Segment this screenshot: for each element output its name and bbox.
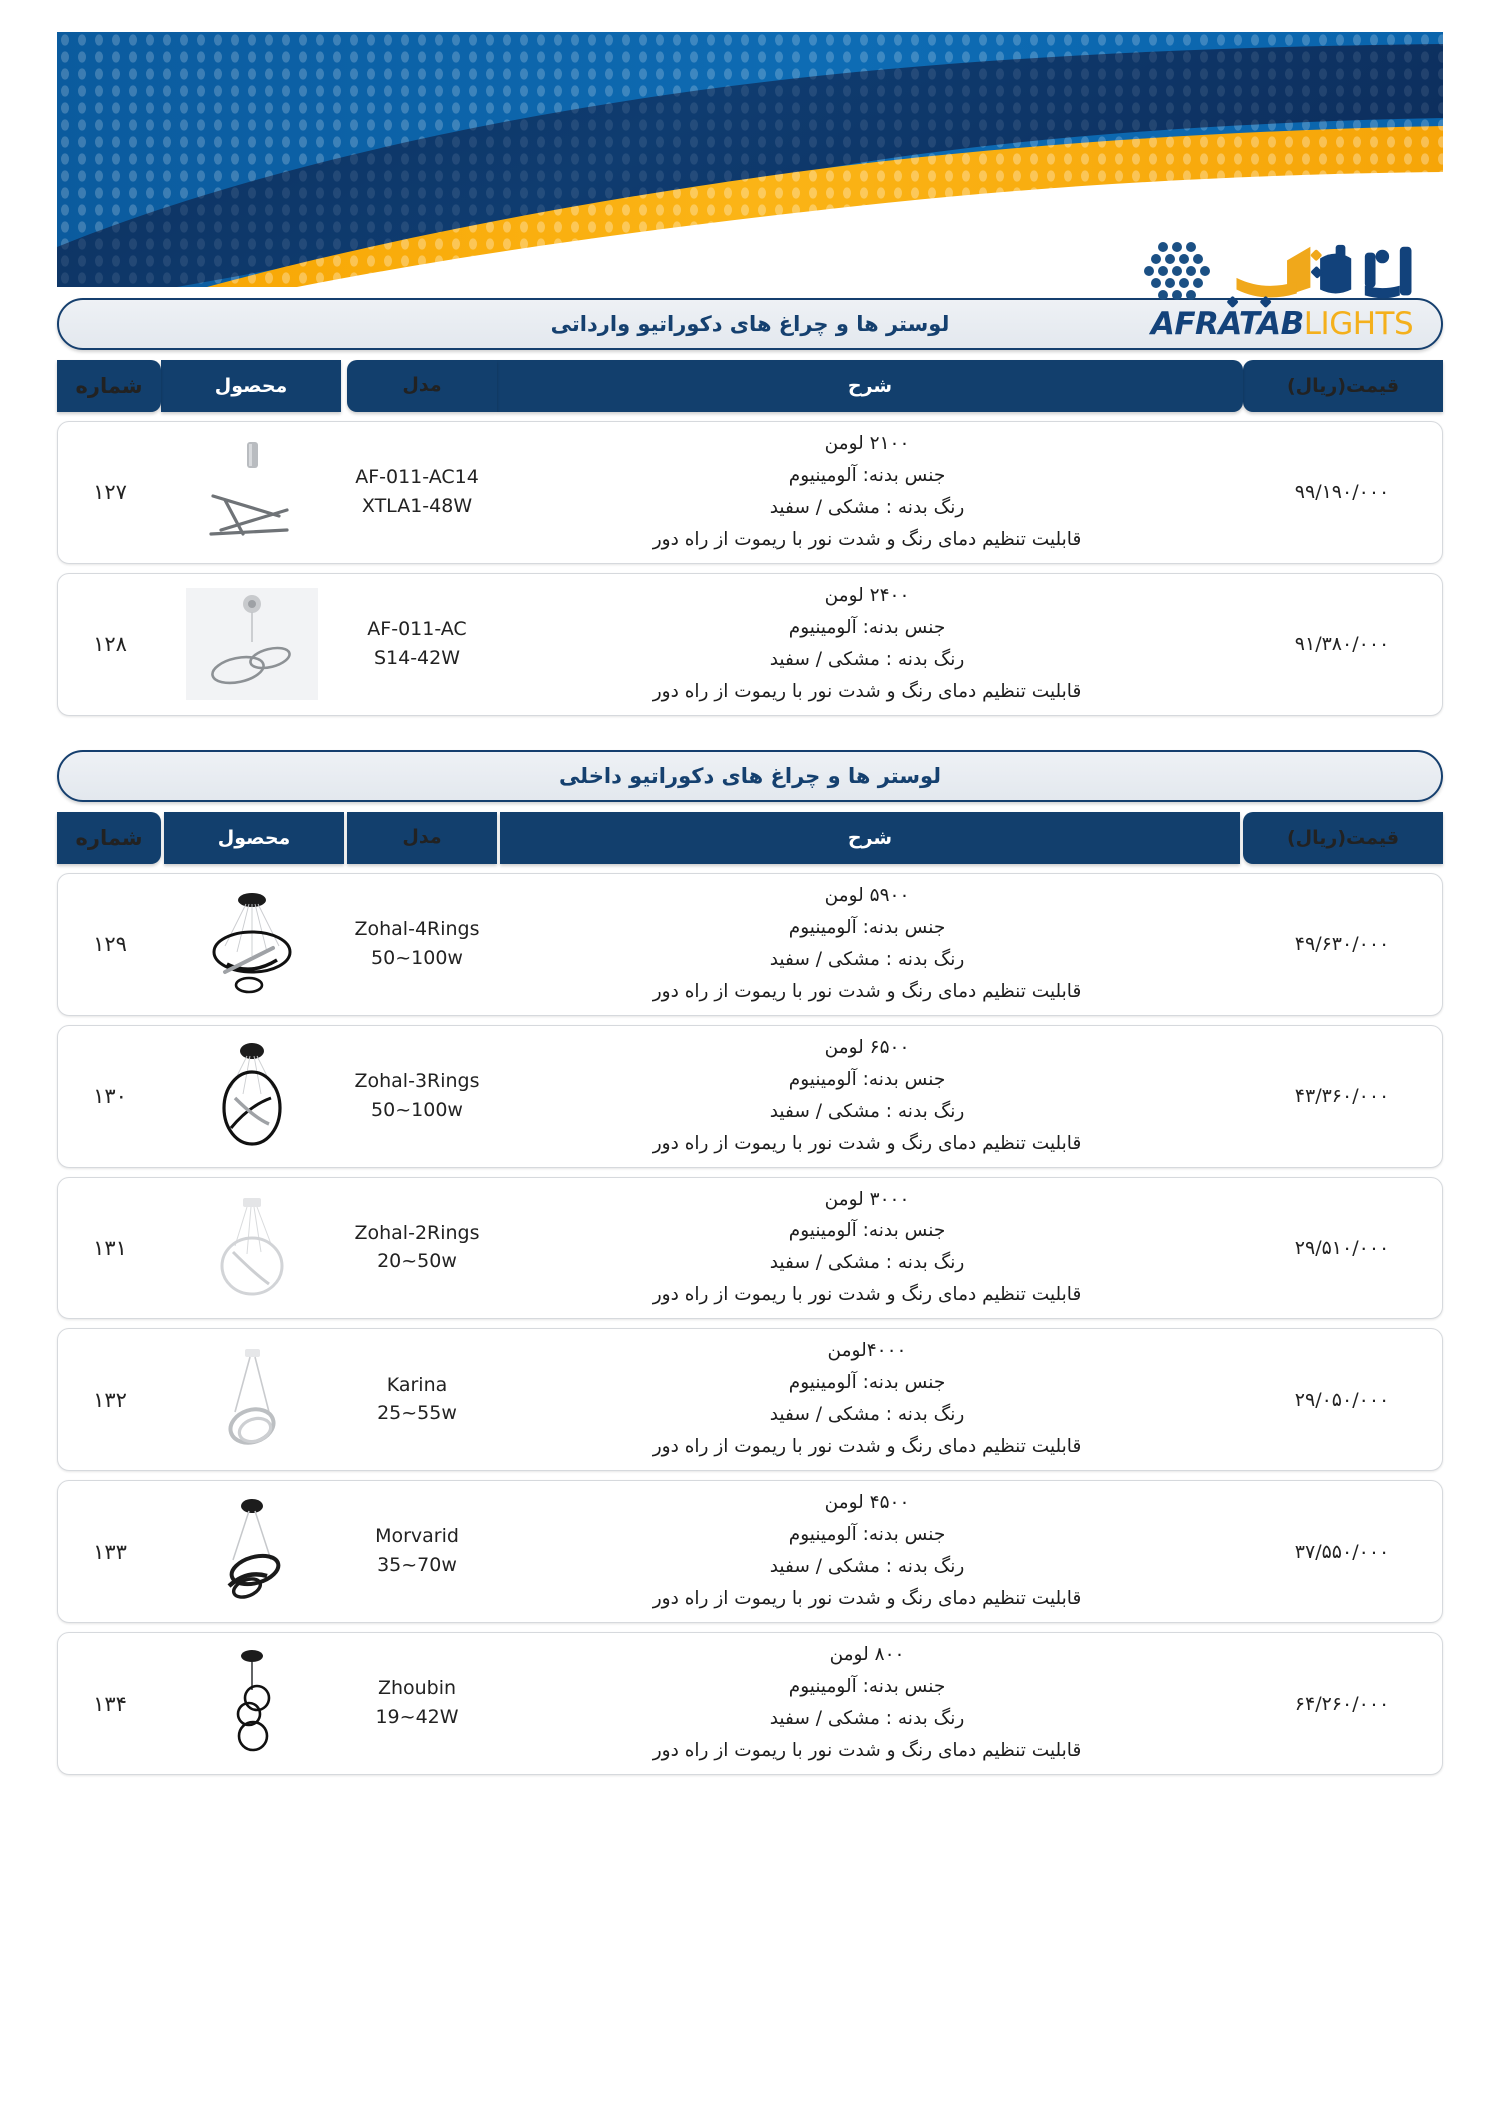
desc-lumen: ۴۰۰۰لومن — [827, 1340, 907, 1362]
pendant-4rings-icon — [191, 890, 313, 998]
desc-feature: قابلیت تنظیم دمای رنگ و شدت نور با ریموت از راه دور — [652, 1132, 1082, 1154]
table-row[interactable] — [57, 1025, 1443, 1168]
column-header-number: شماره — [57, 812, 161, 864]
cell-price: ۲۹/۵۱۰/۰۰۰ — [1294, 1236, 1390, 1259]
model-line-1: AF-011-AC — [367, 618, 467, 641]
model-line-2: 50~100w — [371, 1098, 463, 1121]
cell-model — [342, 422, 492, 563]
model-line-2: 25~55w — [377, 1402, 457, 1425]
dot-cluster-icon — [1141, 239, 1213, 309]
desc-color: رنگ بدنه : مشکی / سفید — [769, 1100, 965, 1122]
table-header-domestic — [57, 812, 1443, 864]
desc-lumen: ۳۰۰۰ لومن — [824, 1188, 910, 1210]
cell-model — [342, 1026, 492, 1167]
brand-logo — [1122, 238, 1442, 348]
model-line-1: Zohal-3Rings — [354, 1069, 480, 1092]
desc-color: رنگ بدنه : مشکی / سفید — [769, 1708, 965, 1730]
desc-lumen: ۲۱۰۰ لومن — [824, 433, 910, 454]
table-row[interactable] — [57, 1177, 1443, 1320]
pendant-2rings-icon — [191, 1194, 313, 1302]
desc-material: جنس بدنه: آلومینیوم — [788, 1676, 946, 1698]
column-header-product: محصول — [164, 812, 344, 864]
desc-color: رنگ بدنه : مشکی / سفید — [769, 1556, 965, 1578]
cell-product-image — [162, 1026, 342, 1167]
cell-price: ۹۹/۱۹۰/۰۰۰ — [1294, 481, 1390, 504]
afratab-persian-wordmark-icon — [1219, 239, 1423, 309]
cell-model — [342, 874, 492, 1015]
cell-price: ۹۱/۳۸۰/۰۰۰ — [1294, 633, 1390, 656]
desc-color: رنگ بدنه : مشکی / سفید — [769, 496, 965, 518]
desc-feature: قابلیت تنظیم دمای رنگ و شدت نور با ریموت از راه دور — [652, 680, 1082, 702]
desc-material: جنس بدنه: آلومینیوم — [788, 464, 946, 486]
cell-description — [492, 1481, 1242, 1622]
cell-model — [342, 574, 492, 715]
model-line-2: 50~100w — [371, 946, 463, 969]
desc-color: رنگ بدنه : مشکی / سفید — [769, 648, 965, 670]
cell-number: ۱۲۷ — [93, 480, 127, 505]
model-line-2: S14-42W — [373, 646, 461, 669]
cell-model — [342, 1633, 492, 1774]
table-header-imported — [57, 360, 1443, 412]
model-line-2: 35~70w — [377, 1554, 457, 1577]
desc-color: رنگ بدنه : مشکی / سفید — [769, 1404, 965, 1426]
desc-lumen: ۴۵۰۰ لومن — [824, 1492, 910, 1514]
pendant-karina-icon — [191, 1346, 313, 1454]
table-body-domestic — [57, 873, 1443, 1775]
column-header-number: شماره — [57, 360, 161, 412]
section-title-domestic — [57, 750, 1443, 802]
pendant-zhoubin-icon — [191, 1650, 313, 1758]
pendant-3rings-icon — [191, 1042, 313, 1150]
desc-material: جنس بدنه: آلومینیوم — [788, 916, 946, 938]
model-line-1: Zohal-4Rings — [354, 917, 480, 940]
cell-description — [492, 1178, 1242, 1319]
cell-number: ۱۲۸ — [93, 632, 127, 657]
pendant-swirl-photo-icon — [186, 588, 318, 700]
model-line-1: Zhoubin — [377, 1677, 457, 1700]
column-header-model: مدل — [347, 812, 497, 864]
desc-material: جنس بدنه: آلومینیوم — [788, 1524, 946, 1546]
column-header-description: شرح — [500, 812, 1240, 864]
desc-lumen: ۲۴۰۰ لومن — [824, 584, 910, 606]
desc-feature: قابلیت تنظیم دمای رنگ و شدت نور با ریموت از راه دور — [652, 980, 1082, 1002]
cell-model — [342, 1481, 492, 1622]
desc-color: رنگ بدنه : مشکی / سفید — [769, 948, 965, 970]
cell-price: ۳۷/۵۵۰/۰۰۰ — [1294, 1540, 1390, 1563]
table-body-imported — [57, 421, 1443, 716]
cell-price: ۶۴/۲۶۰/۰۰۰ — [1294, 1692, 1390, 1715]
cell-price: ۴۳/۳۶۰/۰۰۰ — [1294, 1085, 1390, 1108]
cell-product-image — [162, 1481, 342, 1622]
cell-description — [492, 574, 1242, 715]
desc-feature: قابلیت تنظیم دمای رنگ و شدت نور با ریموت از راه دور — [652, 528, 1082, 550]
model-line-1: Karina — [386, 1373, 448, 1396]
column-header-model: مدل — [347, 360, 497, 412]
cell-product-image — [162, 574, 342, 715]
cell-model — [342, 1178, 492, 1319]
logo-mark-row — [1141, 238, 1423, 310]
table-row[interactable] — [57, 873, 1443, 1016]
cell-description — [492, 1329, 1242, 1470]
desc-material: جنس بدنه: آلومینیوم — [788, 1372, 946, 1394]
model-line-1: AF-011-AC14 — [355, 466, 479, 489]
cell-product-image — [162, 874, 342, 1015]
logo-lights-text: LIGHTS — [1303, 306, 1414, 342]
desc-material: جنس بدنه: آلومینیوم — [788, 616, 946, 638]
column-header-product: محصول — [161, 360, 341, 412]
desc-material: جنس بدنه: آلومینیوم — [788, 1220, 946, 1242]
desc-feature: قابلیت تنظیم دمای رنگ و شدت نور با ریموت از راه دور — [652, 1284, 1082, 1306]
desc-feature: قابلیت تنظیم دمای رنگ و شدت نور با ریموت از راه دور — [652, 1740, 1082, 1762]
cell-price: ۲۹/۰۵۰/۰۰۰ — [1294, 1388, 1390, 1411]
cell-price: ۴۹/۶۳۰/۰۰۰ — [1294, 933, 1390, 956]
cell-model — [342, 1329, 492, 1470]
cell-description — [492, 422, 1242, 563]
section-title-text: لوستر ها و چراغ های دکوراتیو وارداتی — [550, 312, 950, 336]
cell-description — [492, 874, 1242, 1015]
cell-product-image — [162, 1178, 342, 1319]
column-header-description: شرح — [497, 360, 1243, 412]
cell-product-image — [162, 1329, 342, 1470]
cell-description — [492, 1026, 1242, 1167]
pendant-linear-icon — [191, 438, 313, 546]
logo-afratab-text: AFRATAB — [1150, 306, 1304, 342]
desc-lumen: ۸۰۰ لومن — [829, 1644, 905, 1666]
table-row[interactable] — [57, 421, 1443, 564]
cell-description — [492, 1633, 1242, 1774]
column-header-price: قیمت(ریال) — [1243, 360, 1443, 412]
cell-product-image — [162, 422, 342, 563]
desc-color: رنگ بدنه : مشکی / سفید — [769, 1252, 965, 1274]
model-line-2: 20~50w — [377, 1250, 457, 1273]
cell-number: ۱۳۴ — [93, 1691, 127, 1716]
model-line-2: XTLA1-48W — [361, 494, 473, 517]
cell-number: ۱۳۰ — [93, 1084, 127, 1109]
cell-product-image — [162, 1633, 342, 1774]
model-line-1: Zohal-2Rings — [354, 1221, 480, 1244]
table-row[interactable] — [57, 1632, 1443, 1775]
cell-number: ۱۳۳ — [93, 1539, 127, 1564]
desc-lumen: ۵۹۰۰ لومن — [824, 884, 910, 906]
desc-material: جنس بدنه: آلومینیوم — [788, 1068, 946, 1090]
table-row[interactable] — [57, 573, 1443, 716]
model-line-2: 19~42W — [375, 1706, 459, 1729]
cell-number: ۱۳۲ — [93, 1387, 127, 1412]
section-title-text: لوستر ها و چراغ های دکوراتیو داخلی — [558, 763, 942, 788]
cell-number: ۱۳۱ — [93, 1235, 127, 1260]
model-line-1: Morvarid — [375, 1525, 459, 1548]
table-row[interactable] — [57, 1480, 1443, 1623]
pendant-morvarid-icon — [191, 1498, 313, 1606]
section-spacer — [57, 716, 1443, 750]
table-row[interactable] — [57, 1328, 1443, 1471]
desc-feature: قابلیت تنظیم دمای رنگ و شدت نور با ریموت از راه دور — [652, 1436, 1082, 1458]
desc-feature: قابلیت تنظیم دمای رنگ و شدت نور با ریموت از راه دور — [652, 1588, 1082, 1610]
cell-number: ۱۲۹ — [93, 932, 127, 957]
desc-lumen: ۶۵۰۰ لومن — [824, 1036, 910, 1058]
logo-latin-text — [1151, 306, 1413, 342]
column-header-price: قیمت(ریال) — [1243, 812, 1443, 864]
